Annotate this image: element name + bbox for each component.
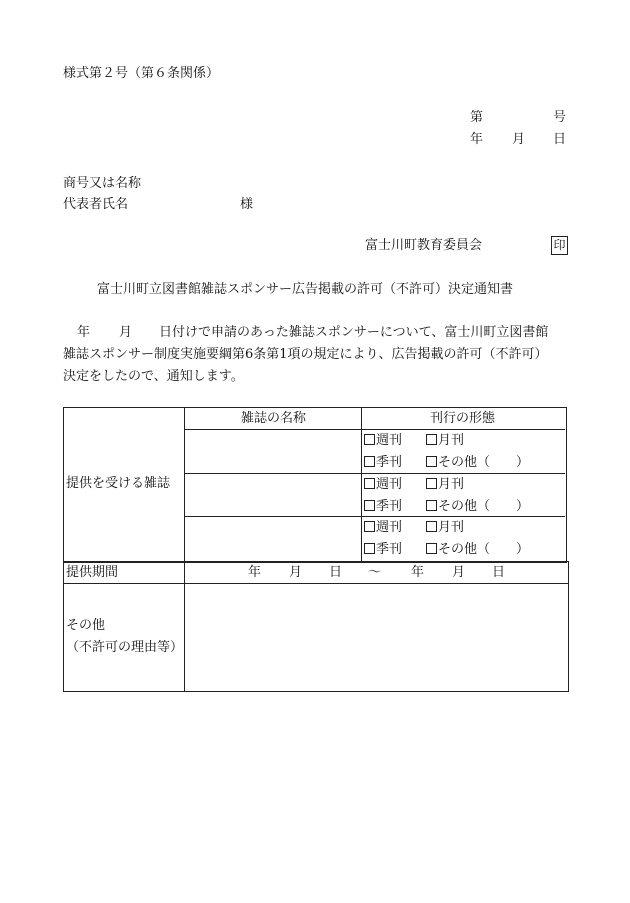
- body-year: 年: [77, 325, 91, 340]
- checkbox[interactable]: [364, 543, 375, 554]
- header-publication-form: 刊行の形態: [430, 411, 496, 426]
- checkbox[interactable]: [426, 456, 437, 467]
- option-weekly[interactable]: 週刊: [364, 477, 402, 493]
- body-line1: 日付けで申請のあった雑誌スポンサーについて、富士川町立図書館: [159, 325, 549, 340]
- row-divider-1: [184, 473, 565, 474]
- option-other[interactable]: その他（ ）: [426, 455, 529, 471]
- option-quarterly[interactable]: 季刊: [364, 542, 402, 558]
- option-other[interactable]: その他（ ）: [426, 542, 529, 558]
- col-divider-1: [184, 407, 185, 561]
- option-quarterly[interactable]: 季刊: [364, 455, 402, 471]
- company-name-label: 商号又は名称: [63, 176, 142, 191]
- period-end-month: 月: [452, 565, 466, 580]
- checkbox[interactable]: [426, 521, 437, 532]
- body-line3: 決定をしたので、通知します。: [63, 369, 244, 384]
- option-other[interactable]: その他（ ）: [426, 499, 529, 515]
- date-year: 年: [470, 132, 484, 147]
- seal-stamp: 印: [551, 236, 568, 255]
- period-underline: [63, 583, 568, 584]
- magazine-row-label: 提供を受ける雑誌: [66, 476, 171, 491]
- doc-number-go: 号: [553, 110, 567, 125]
- label-col-divider: [184, 561, 185, 691]
- period-start-year: 年: [248, 565, 262, 580]
- body-month: 月: [119, 325, 133, 340]
- other-label: その他: [66, 618, 106, 633]
- representative-label: 代表者氏名: [63, 197, 129, 212]
- option-monthly[interactable]: 月刊: [426, 433, 464, 449]
- checkbox[interactable]: [364, 434, 375, 445]
- date-month: 月: [512, 132, 526, 147]
- option-weekly[interactable]: 週刊: [364, 433, 402, 449]
- checkbox[interactable]: [426, 434, 437, 445]
- col-divider-2: [361, 407, 362, 561]
- period-end-day: 日: [492, 565, 506, 580]
- date-day: 日: [553, 132, 567, 147]
- document-title: 富士川町立図書館雑誌スポンサー広告掲載の許可（不許可）決定通知書: [97, 282, 514, 297]
- checkbox[interactable]: [364, 478, 375, 489]
- checkbox[interactable]: [364, 500, 375, 511]
- checkbox[interactable]: [426, 500, 437, 511]
- doc-number-dai: 第: [470, 110, 484, 125]
- checkbox[interactable]: [426, 543, 437, 554]
- body-line2: 雑誌スポンサー制度実施要綱第6条第1項の規定により、広告掲載の許可（不許可）: [63, 347, 548, 362]
- option-weekly[interactable]: 週刊: [364, 520, 402, 536]
- period-label: 提供期間: [66, 565, 119, 580]
- form-number: 様式第２号（第６条関係）: [63, 66, 220, 81]
- checkbox[interactable]: [364, 521, 375, 532]
- period-start-month: 月: [289, 565, 303, 580]
- honorific: 様: [240, 197, 254, 212]
- option-monthly[interactable]: 月刊: [426, 477, 464, 493]
- period-start-day: 日: [329, 565, 343, 580]
- checkbox[interactable]: [426, 478, 437, 489]
- header-underline: [184, 429, 565, 430]
- checkbox[interactable]: [364, 456, 375, 467]
- header-magazine-name: 雑誌の名称: [241, 411, 307, 426]
- issuer-name: 富士川町教育委員会: [365, 238, 483, 253]
- row-divider-2: [184, 516, 565, 517]
- period-tilde: ～: [368, 565, 382, 580]
- period-end-year: 年: [411, 565, 425, 580]
- option-quarterly[interactable]: 季刊: [364, 499, 402, 515]
- option-monthly[interactable]: 月刊: [426, 520, 464, 536]
- other-note: （不許可の理由等）: [66, 640, 184, 655]
